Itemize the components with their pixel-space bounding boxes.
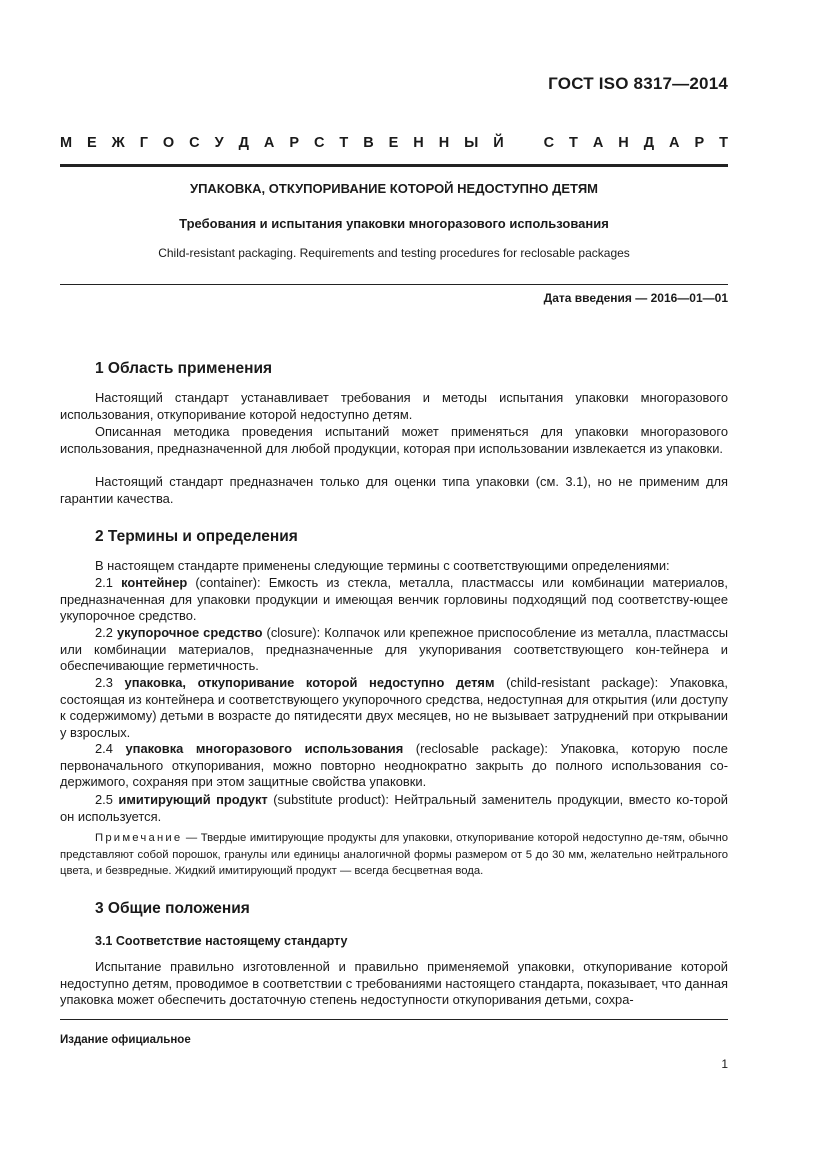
section-1-paragraph-3: Настоящий стандарт предназначен только для оценки типа упаковки (см. 3.1), но не применим для гарантии качества. — [60, 474, 728, 506]
banner-letter: Д — [238, 135, 249, 151]
note-text: — Твердые имитирующие продукты для упаковки, откупоривание которой недоступно де-тям, обычно представляют собой порошок, гранулы или единицы аналогичной формы размером от 5 до 30 мм, желательно нейтрального цвета, и безвредные. Жидкий имитирующий продукт — всегда бесцветная вода. — [60, 832, 728, 877]
banner-letter: О — [162, 135, 175, 151]
term-2-4 — [60, 741, 728, 791]
banner-letter: Г — [139, 135, 148, 151]
term-definition: (reclosable package): Упаковка, которую после первоначального откупоривания, можно повторно неоднократно закрыть до полного использования со-держимого, сохраняя при этом защитные свойства упаковки. — [60, 741, 728, 790]
banner-letter: Ж — [111, 135, 125, 151]
section-3-1-heading: 3.1 Соответствие настоящему стандарту — [95, 934, 348, 948]
banner-letter: М — [60, 135, 73, 151]
term-2-3 — [60, 675, 728, 741]
banner-letter: А — [263, 135, 275, 151]
banner-letter: Т — [569, 135, 578, 151]
banner-gap — [519, 135, 529, 151]
banner-letter: Ы — [464, 135, 479, 151]
banner-letter: Е — [87, 135, 97, 151]
banner-letter: В — [363, 135, 374, 151]
term-name: имитирующий продукт — [118, 792, 268, 807]
banner-letter: Д — [643, 135, 655, 151]
banner-letter: С — [189, 135, 200, 151]
term-2-5 — [60, 792, 728, 825]
term-name: контейнер — [121, 575, 188, 590]
header-rule — [60, 164, 728, 167]
section-1-paragraph-2: Описанная методика проведения испытаний может применяться для упаковки многоразового использования, предназначенной для любой продукции, которая при использовании извлекается из упаковки. — [60, 424, 728, 456]
edition-label: Издание официальное — [60, 1034, 191, 1046]
banner-letter: Н — [438, 135, 450, 151]
document-subtitle: Требования и испытания упаковки многоразового использования — [179, 216, 609, 231]
term-definition: (child-resistant package): Упаковка, состоящая из контейнера и соответствующего укупорочного средства, недоступная для открытия (или доступу к содержимому) детьми в возрасте до пятидесяти двух месяцев, но не вызывает затруднений при открывании у взрослых. — [60, 675, 728, 740]
note — [60, 830, 728, 880]
note-label: Примечание — [95, 832, 183, 844]
english-title: Child-resistant packaging. Requirements and testing procedures for reclosable packages — [158, 246, 630, 260]
section-1-paragraph-1: Настоящий стандарт устанавливает требования и методы испытания упаковки многоразового использования, откупоривание которой недоступно детям. — [60, 390, 728, 422]
banner-letter: Н — [413, 135, 424, 151]
document-title: УПАКОВКА, ОТКУПОРИВАНИЕ КОТОРОЙ НЕДОСТУПНО ДЕТЯМ — [189, 181, 598, 196]
term-number: 2.2 — [95, 625, 113, 640]
banner-letter: С — [543, 135, 555, 151]
banner-letter: У — [214, 135, 224, 151]
banner-letter: Р — [289, 135, 299, 151]
term-number: 2.4 — [95, 741, 113, 756]
banner-letter: Е — [388, 135, 399, 151]
term-definition: (closure): Колпачок или крепежное приспособление из металла, пластмассы или комбинации материалов, предназначенные для укупоривания соответствующего кон-тейнера и обеспечивающие герметичность. — [60, 625, 728, 674]
footer-rule — [60, 1019, 728, 1020]
term-number: 2.3 — [95, 675, 113, 690]
banner-letter: Н — [618, 135, 629, 151]
section-2-intro: В настоящем стандарте применены следующие термины с соответствующими определениями: — [95, 558, 670, 573]
term-definition: (substitute product): Нейтральный заменитель продукции, вместо ко-торой он используется. — [60, 792, 728, 824]
standard-banner — [60, 135, 728, 151]
term-name: упаковка многоразового использования — [125, 741, 404, 756]
term-2-2 — [60, 625, 728, 675]
banner-letter: А — [592, 135, 604, 151]
section-1-heading: 1 Область применения — [95, 360, 273, 377]
banner-letter: Т — [719, 135, 728, 151]
document-number: ГОСТ ISO 8317—2014 — [548, 74, 728, 93]
banner-letter: Й — [493, 135, 504, 151]
term-name: укупорочное средство — [116, 625, 263, 640]
section-2-heading: 2 Термины и определения — [95, 528, 298, 545]
term-number: 2.5 — [95, 792, 113, 807]
section-3-1-paragraph: Испытание правильно изготовленной и правильно применяемой упаковки, откупоривание которой недоступно детям, проводимое в соответствии с требованиями настоящего стандарта, показывает, что данная упаковка может обеспечить достаточную степень недоступности откупоривания детьми, сохра- — [60, 959, 728, 1008]
banner-letter: А — [669, 135, 680, 151]
banner-letter: Р — [694, 135, 705, 151]
term-name: упаковка, откупоривание которой недоступно детям — [124, 675, 495, 690]
term-2-1 — [60, 575, 728, 625]
page-number: 1 — [721, 1057, 728, 1071]
banner-letter: С — [313, 135, 325, 151]
term-definition: (container): Емкость из стекла, металла, пластмассы или комбинации материалов, предназначенная для упаковки продукции и имеющая венчик горловины подходящий под соответству-ющее укупорочное средство. — [60, 575, 728, 624]
effective-date: Дата введения — 2016—01—01 — [543, 291, 728, 305]
term-number: 2.1 — [95, 575, 113, 590]
section-3-heading: 3 Общие положения — [95, 900, 250, 917]
banner-letter: Т — [339, 135, 349, 151]
title-rule — [60, 284, 728, 285]
